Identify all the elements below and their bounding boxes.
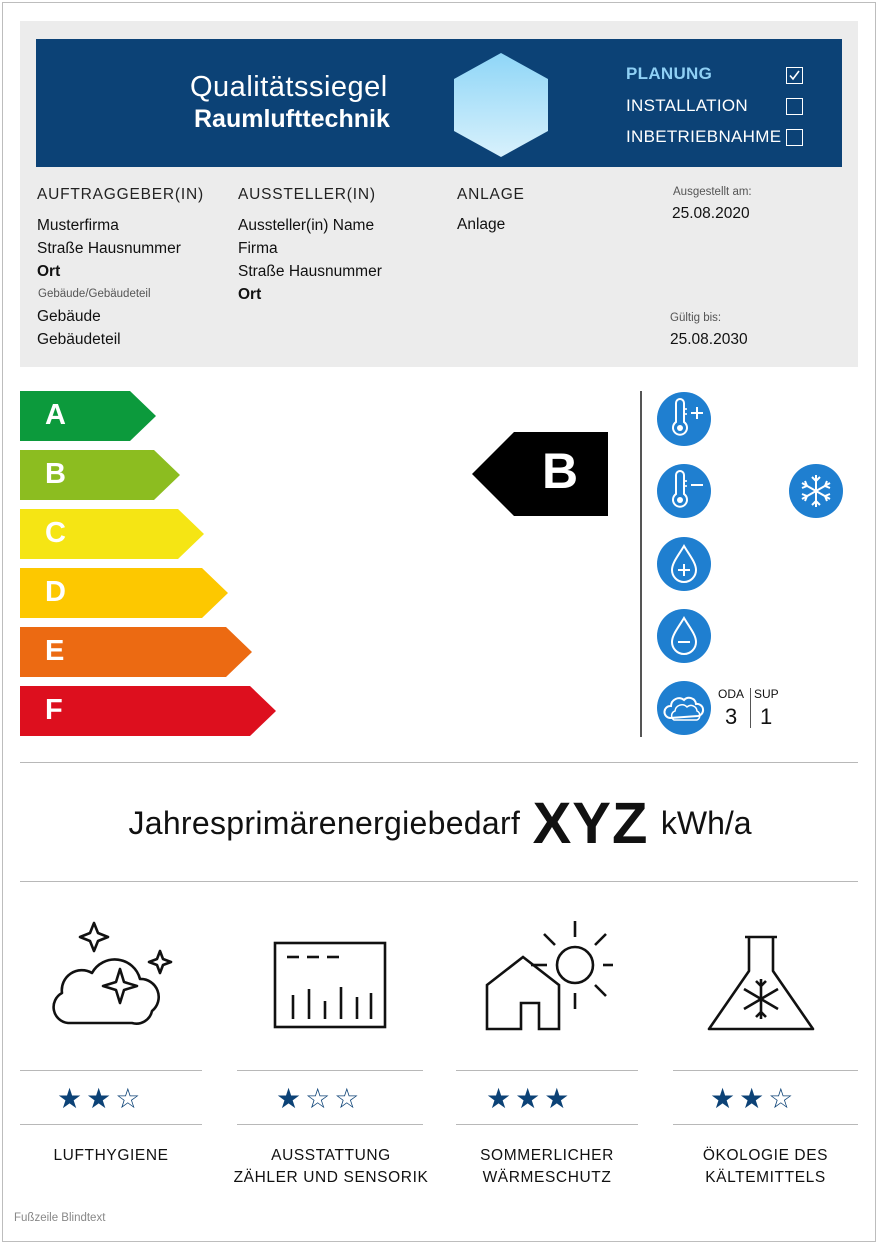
phase-installation-label: INSTALLATION bbox=[626, 96, 748, 115]
scale-label-f: F bbox=[45, 694, 63, 726]
sup-label: SUP bbox=[754, 687, 779, 701]
cat2-label bbox=[226, 1145, 436, 1189]
cat1-divider-top bbox=[20, 1070, 202, 1071]
cat4-divider-top bbox=[673, 1070, 858, 1071]
client-city: Ort bbox=[37, 263, 61, 280]
cat4-divider-bottom bbox=[673, 1124, 858, 1125]
cat3-divider-bottom bbox=[456, 1124, 638, 1125]
energy-value: XYZ bbox=[532, 791, 649, 856]
scale-label-b: B bbox=[45, 458, 66, 490]
phase-inbetriebnahme-label: INBETRIEBNAHME bbox=[626, 127, 782, 146]
air-cloud-icon bbox=[656, 680, 712, 736]
cat3-divider-top bbox=[456, 1070, 638, 1071]
cat2-divider-bottom bbox=[237, 1124, 423, 1125]
dehumidify-icon bbox=[656, 608, 712, 664]
scale-label-e: E bbox=[45, 635, 65, 667]
issuer-heading: AUSSTELLER(IN) bbox=[238, 186, 376, 203]
building-caption: Gebäude/Gebäudeteil bbox=[38, 288, 151, 300]
footer-text: Fußzeile Blindtext bbox=[14, 1212, 106, 1224]
valid-label: Gültig bis: bbox=[670, 312, 722, 324]
phase-planung-checkbox[interactable] bbox=[786, 67, 803, 84]
header-banner bbox=[36, 39, 842, 167]
oda-value: 3 bbox=[725, 704, 738, 729]
issuer-company: Firma bbox=[238, 240, 278, 257]
divider-vertical bbox=[640, 391, 642, 737]
cat1-divider-bottom bbox=[20, 1124, 202, 1125]
cat4-stars: ★★☆ bbox=[710, 1083, 798, 1114]
cat2-label-line1: AUSSTATTUNG bbox=[271, 1147, 391, 1164]
heating-icon bbox=[656, 391, 712, 447]
humidify-icon bbox=[656, 536, 712, 592]
cat1-stars: ★★☆ bbox=[57, 1083, 145, 1114]
title-line1: Qualitätssiegel bbox=[190, 71, 388, 103]
rating-value: B bbox=[542, 443, 579, 499]
divider-top bbox=[20, 762, 858, 763]
client-building-part: Gebäudeteil bbox=[37, 331, 121, 348]
client-heading: AUFTRAGGEBER(IN) bbox=[37, 186, 204, 203]
client-building: Gebäude bbox=[37, 308, 101, 325]
snowflake-icon bbox=[788, 463, 844, 519]
cat1-label-line1: LUFTHYGIENE bbox=[53, 1147, 169, 1164]
phase-planung-label: PLANUNG bbox=[626, 64, 713, 83]
issued-date: 25.08.2020 bbox=[672, 205, 750, 222]
cooling-icon bbox=[656, 463, 712, 519]
phase-installation-checkbox[interactable] bbox=[786, 98, 803, 115]
client-company: Musterfirma bbox=[37, 217, 119, 234]
cat3-label-line2: WÄRMESCHUTZ bbox=[482, 1169, 612, 1186]
energy-unit: kWh/a bbox=[660, 805, 752, 841]
scale-label-c: C bbox=[45, 517, 66, 549]
cat4-label-line1: ÖKOLOGIE DES bbox=[702, 1147, 829, 1164]
divider-bottom bbox=[20, 881, 858, 882]
hexagon-logo-icon bbox=[454, 53, 548, 157]
flask-snowflake-icon bbox=[703, 915, 833, 1045]
cat3-stars: ★★★ bbox=[486, 1083, 574, 1114]
scale-label-d: D bbox=[45, 576, 66, 608]
issuer-city: Ort bbox=[238, 286, 262, 303]
phase-inbetriebnahme-checkbox[interactable] bbox=[786, 129, 803, 146]
cat1-label bbox=[20, 1145, 202, 1167]
oda-label: ODA bbox=[718, 687, 745, 701]
rating-indicator bbox=[472, 432, 608, 521]
sup-value: 1 bbox=[760, 704, 773, 729]
valid-date: 25.08.2030 bbox=[670, 331, 748, 348]
house-sun-icon bbox=[483, 915, 613, 1045]
cat4-label bbox=[673, 1145, 858, 1189]
issuer-name: Aussteller(in) Name bbox=[238, 217, 375, 234]
cat4-label-line2: KÄLTEMITTELS bbox=[705, 1169, 826, 1186]
scale-label-a: A bbox=[45, 399, 66, 431]
cat2-divider-top bbox=[237, 1070, 423, 1071]
energy-label: Jahresprimärenergiebedarf bbox=[128, 805, 521, 841]
issued-label: Ausgestellt am: bbox=[673, 186, 752, 198]
title-line2: Raumlufttechnik bbox=[194, 105, 390, 133]
client-street: Straße Hausnummer bbox=[37, 240, 181, 257]
energy-demand bbox=[0, 790, 880, 857]
cat3-label bbox=[456, 1145, 638, 1189]
plant-heading: ANLAGE bbox=[457, 186, 525, 203]
cloud-sparkle-icon bbox=[44, 915, 174, 1045]
cat2-stars: ★☆☆ bbox=[276, 1083, 364, 1114]
issuer-street: Straße Hausnummer bbox=[238, 263, 382, 280]
meter-icon bbox=[265, 915, 395, 1045]
plant-value: Anlage bbox=[457, 216, 506, 233]
cat3-label-line1: SOMMERLICHER bbox=[480, 1147, 614, 1164]
oda-sup-divider bbox=[750, 688, 751, 728]
cat2-label-line2: ZÄHLER UND SENSORIK bbox=[233, 1169, 429, 1186]
